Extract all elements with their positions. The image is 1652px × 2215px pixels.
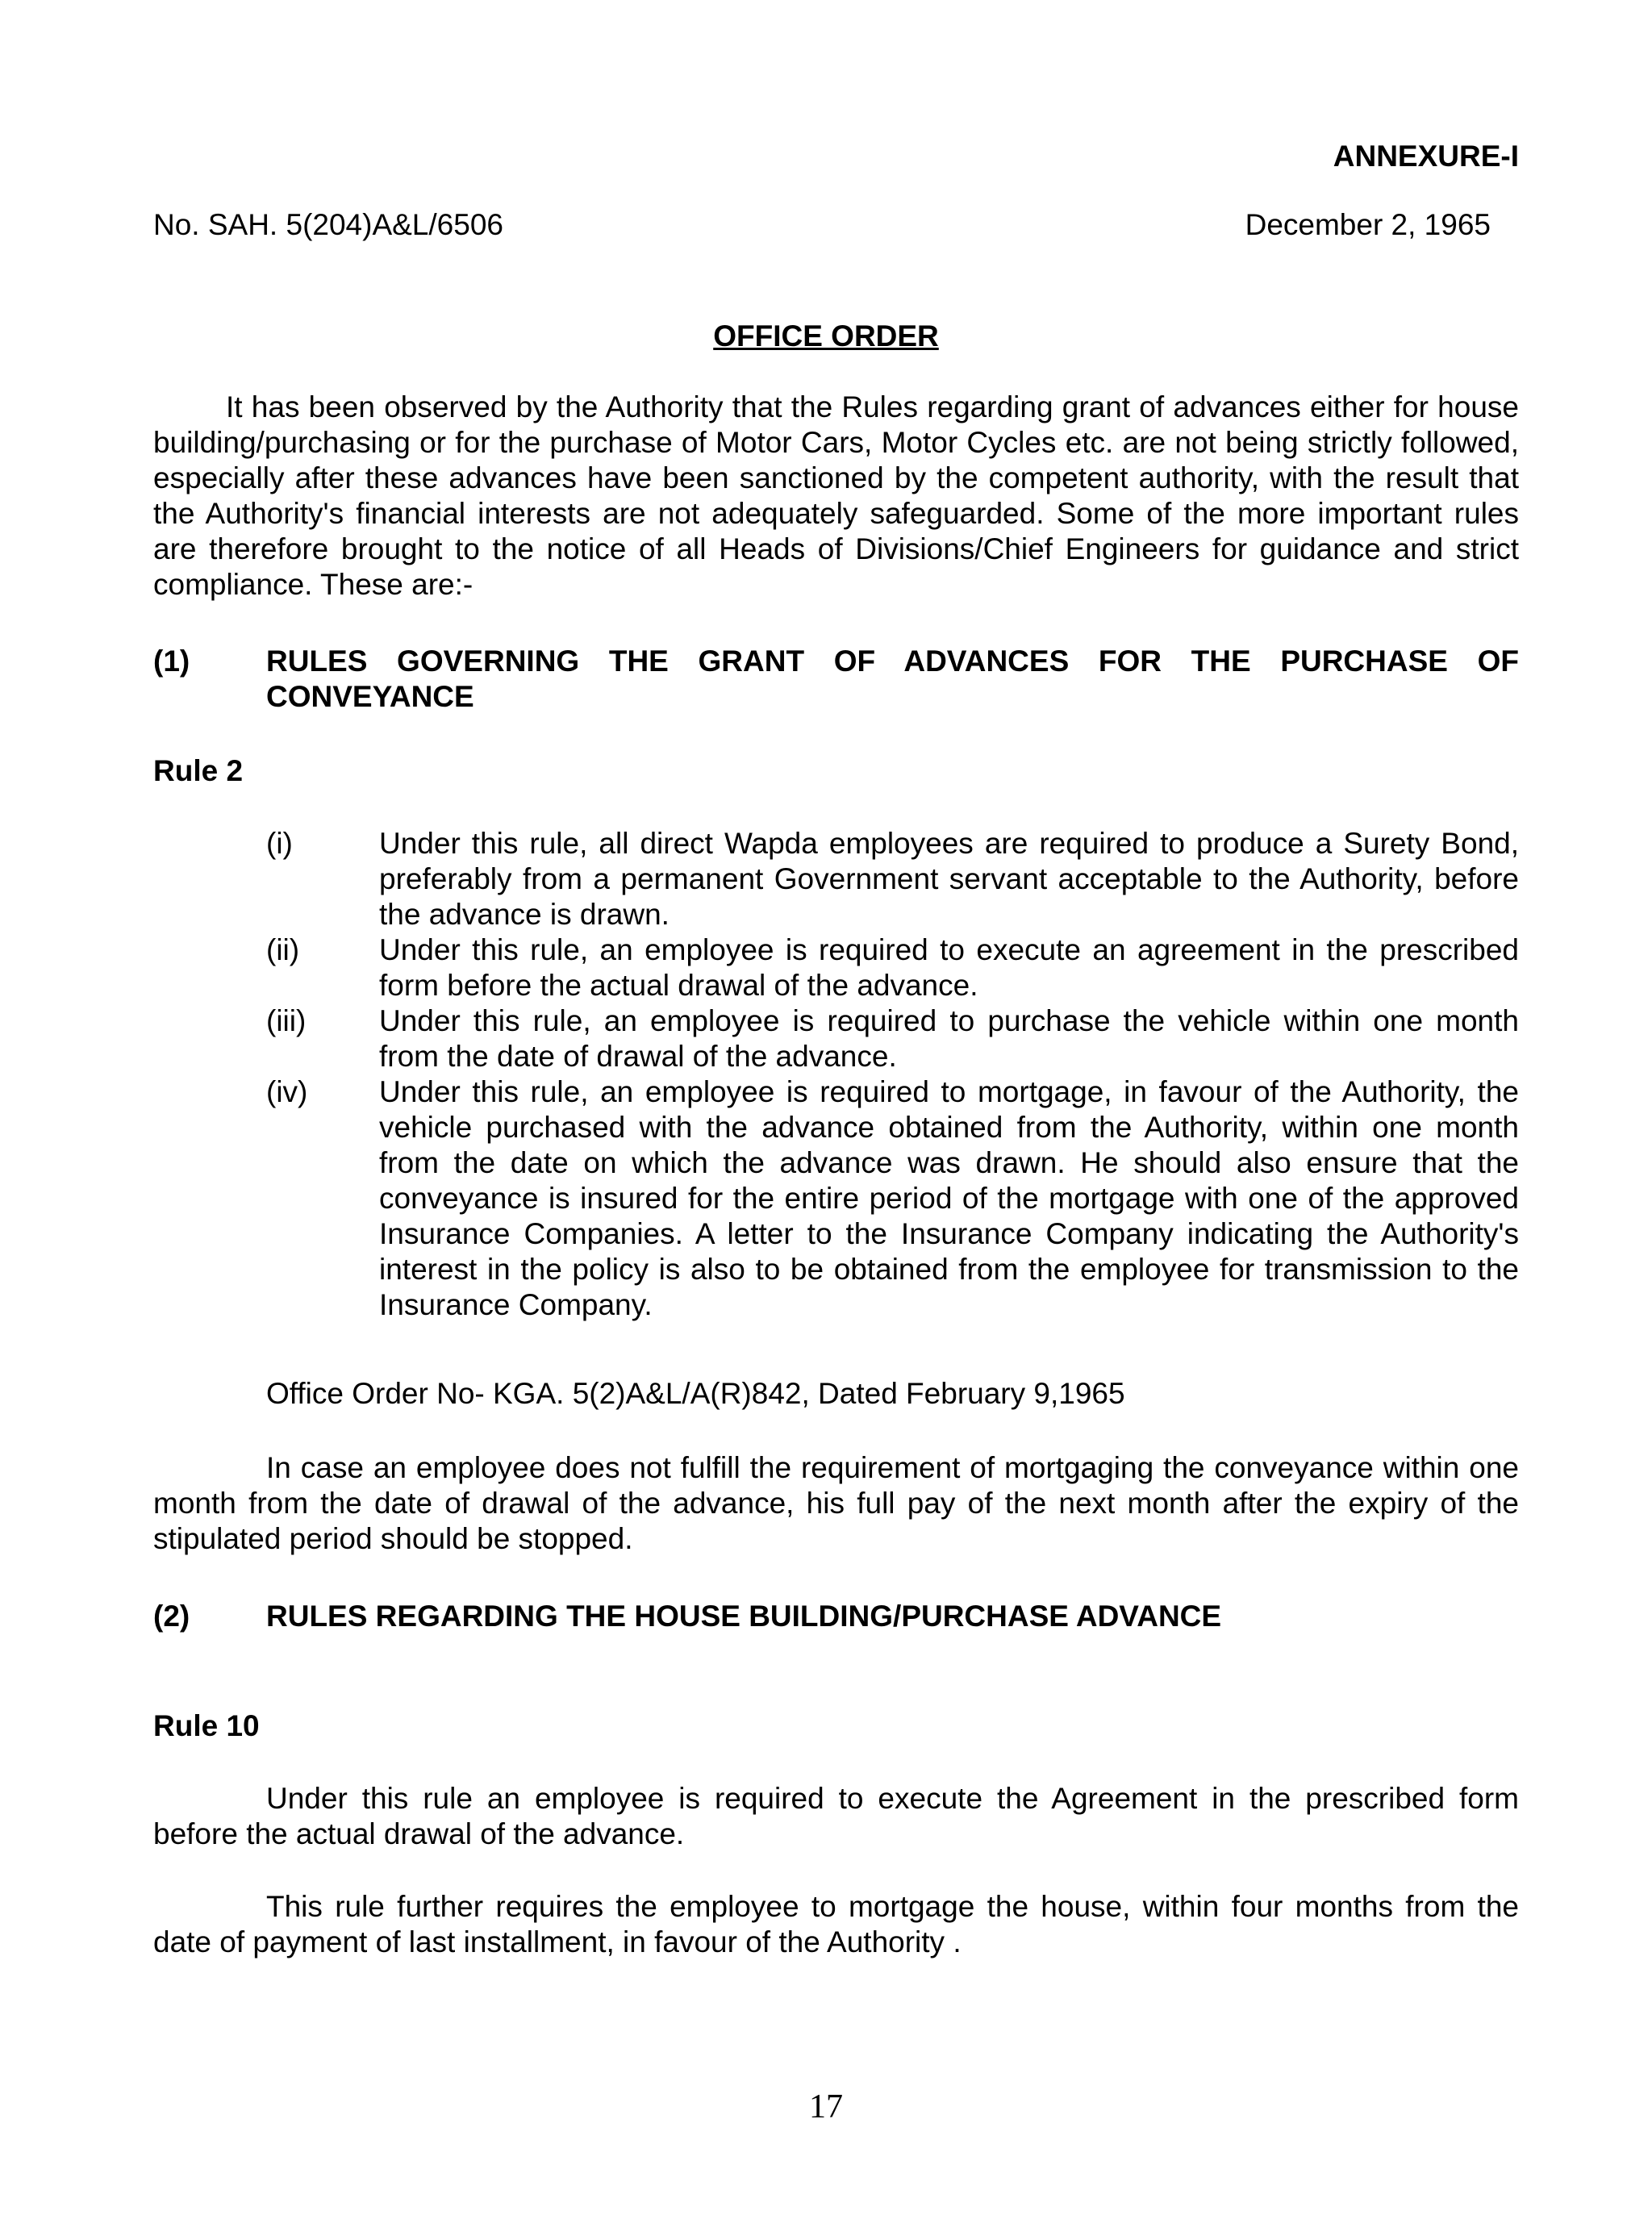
house-mortgage-paragraph [153,1889,1519,1960]
list-item-text: Under this rule, an employee is required to purchase the vehicle within one month from the date of drawal of the advance. [379,1004,1519,1073]
mortgage-text: In case an employee does not fulfill the requirement of mortgaging the conveyance within one month from the date of drawal of the advance, his full pay of the next month after the expiry of the stipulated period should be stopped. [153,1451,1519,1555]
list-item-text: Under this rule, all direct Wapda employees are required to produce a Surety Bond, preferably from a permanent Government servant acceptable to the Authority, before the advance is drawn. [379,827,1519,931]
rule-2-label: Rule 2 [153,754,244,787]
list-item [266,1074,1519,1323]
intro-text: It has been observed by the Authority that the Rules regarding grant of advances either for house building/purchasing or for the purchase of Motor Cars, Motor Cycles etc. are not being strictly followed, especially after these advances have been sanctioned by the competent authority, with the result that the Authority's financial interests are not adequately safeguarded. Some of the more important rules are therefore brought to the notice of all Heads of Divisions/Chief Engineers for guidance and strict compliance. These are:- [153,390,1519,601]
list-item-number: (iii) [266,1004,307,1037]
document-title: OFFICE ORDER [713,319,939,352]
list-item-text: Under this rule, an employee is required to mortgage, in favour of the Authority, the vehicle purchased with the advance obtained from the Authority, within one month from the date on which the advance was drawn. He should also ensure that the conveyance is insured for the entire period of the mortgage with one of the approved Insurance Companies. A letter to the Insurance Company indicating the Authority's interest in the policy is also to be obtained from the employee for transmission to the Insurance Company. [379,1075,1519,1321]
house-mortgage-text: This rule further requires the employee to mortgage the house, within four months from the date of payment of last installment, in favour of the Authority . [153,1890,1519,1958]
list-item [266,826,1519,932]
section1-heading: RULES GOVERNING THE GRANT OF ADVANCES FOR THE PURCHASE OF CONVEYANCE [266,644,1519,713]
list-item [266,932,1519,1003]
list-item [266,1003,1519,1074]
agreement-text: Under this rule an employee is required to execute the Agreement in the prescribed form before the actual drawal of the advance. [153,1782,1519,1850]
section2-heading: RULES REGARDING THE HOUSE BUILDING/PURCHASE ADVANCE [266,1600,1222,1633]
reference-date: December 2, 1965 [1245,208,1491,241]
agreement-paragraph [153,1781,1519,1852]
list-item-text: Under this rule, an employee is required to execute an agreement in the prescribed form before the actual drawal of the advance. [379,933,1519,1002]
mortgage-paragraph [153,1450,1519,1557]
list-item-number: (iv) [266,1075,308,1108]
section1-number: (1) [153,644,190,678]
page-number: 17 [809,2088,843,2125]
intro-paragraph [153,390,1519,603]
list-item-number: (ii) [266,933,300,966]
office-order-reference: Office Order No- KGA. 5(2)A&L/A(R)842, Dated February 9,1965 [266,1377,1125,1410]
rule-10-label: Rule 10 [153,1709,260,1742]
section2-number: (2) [153,1600,190,1633]
reference-number: No. SAH. 5(204)A&L/6506 [153,208,503,241]
list-item-number: (i) [266,827,293,860]
annexure-label: ANNEXURE-I [1333,140,1519,173]
rule-2-items [266,826,1519,1323]
